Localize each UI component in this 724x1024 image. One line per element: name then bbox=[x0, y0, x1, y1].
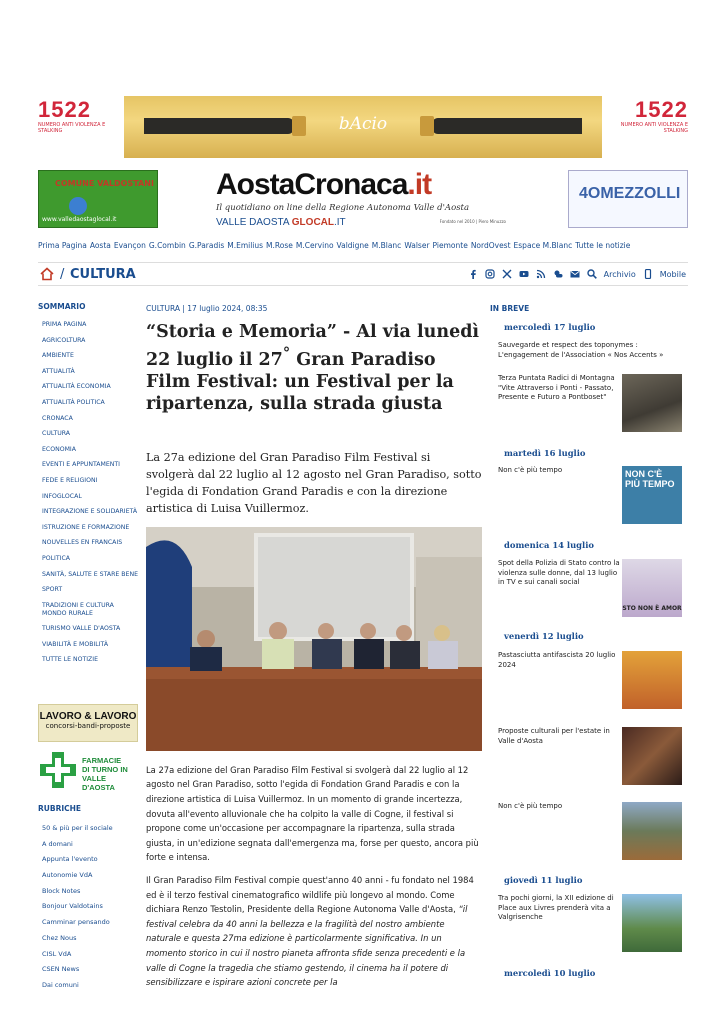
day-heading: mercoledì 10 luglio bbox=[504, 968, 596, 978]
sommario-item[interactable]: EVENTI E APPUNTAMENTI bbox=[42, 461, 120, 469]
in-breve-heading: IN BREVE bbox=[490, 304, 530, 313]
rubriche-item[interactable]: Dai comuni bbox=[42, 980, 79, 989]
sommario-item[interactable]: PRIMA PAGINA bbox=[42, 321, 87, 328]
rubriche-menu bbox=[42, 824, 113, 997]
weather-icon[interactable] bbox=[553, 269, 563, 279]
news-item[interactable]: Spot della Polizia di Stato contro la violenza sulle donne, dal 13 luglio in TV e sui canali social STO NON È AMOR bbox=[498, 559, 682, 588]
news-thumbnail: NON C'È PIÙ TEMPO bbox=[622, 466, 682, 524]
rubriche-item[interactable]: Appunta l'evento bbox=[42, 855, 98, 864]
instagram-icon[interactable] bbox=[485, 269, 495, 279]
rss-icon[interactable] bbox=[536, 269, 546, 279]
mobile-icon[interactable] bbox=[643, 269, 653, 279]
ad-1522-right[interactable]: 1522 NUMERO ANTI VIOLENZA E STALKING bbox=[620, 97, 688, 134]
sommario-item[interactable]: ECONOMIA bbox=[42, 445, 76, 453]
site-logo[interactable]: AostaCronaca.it Il quotidiano on line della Regione Autonoma Valle d'Aosta VALLE DAOSTA GLOCAL.IT Fondato nel 2010 | Piero Minuzzo bbox=[216, 168, 506, 228]
sommario-item[interactable]: INTEGRAZIONE E SOLIDARIETÀ bbox=[42, 508, 138, 516]
topnav-item[interactable]: G.Combin bbox=[148, 241, 186, 250]
news-item[interactable]: Tra pochi giorni, la XII edizione di Place aux Livres prenderà vita a Valgrisenche bbox=[498, 894, 682, 923]
rubriche-item[interactable]: CISL VdA bbox=[42, 949, 72, 958]
sommario-item[interactable]: ISTRUZIONE E FORMAZIONE bbox=[42, 523, 130, 531]
sommario-item[interactable]: AMBIENTE bbox=[42, 352, 74, 360]
sommario-item[interactable]: POLITICA bbox=[42, 554, 71, 562]
farmacie-banner[interactable]: FARMACIE DI TURNO IN VALLE D'AOSTA bbox=[38, 750, 138, 792]
top-navigation bbox=[38, 241, 688, 250]
rubriche-item[interactable]: Bonjour Valdotains bbox=[42, 902, 103, 911]
topnav-item[interactable]: NordOvest bbox=[470, 241, 511, 250]
ad-banner-row bbox=[38, 96, 688, 158]
topnav-item[interactable]: Piemonte bbox=[432, 241, 468, 250]
news-thumbnail bbox=[622, 374, 682, 432]
youtube-icon[interactable] bbox=[519, 269, 529, 279]
section-bar: / CULTURA Archivio Mobile bbox=[38, 262, 688, 286]
day-heading: domenica 14 luglio bbox=[504, 540, 594, 550]
day-heading: venerdì 12 luglio bbox=[504, 631, 584, 641]
rubriche-heading: RUBRICHE bbox=[38, 804, 82, 813]
rubriche-item[interactable]: Block Notes bbox=[42, 886, 81, 895]
article-photo[interactable] bbox=[146, 527, 482, 751]
article bbox=[146, 304, 482, 998]
sommario-item[interactable]: TURISMO VALLE D'AOSTA bbox=[42, 625, 121, 633]
sommario-heading: SOMMARIO bbox=[38, 302, 86, 311]
site-header bbox=[38, 168, 688, 232]
sommario-item[interactable]: SPORT bbox=[42, 586, 63, 594]
search-icon[interactable] bbox=[587, 269, 597, 279]
conference-photo-icon bbox=[146, 527, 482, 751]
rubriche-item[interactable]: Autonomie VdA bbox=[42, 871, 93, 880]
day-heading: mercoledì 17 luglio bbox=[504, 322, 596, 332]
news-thumbnail: STO NON È AMOR bbox=[622, 559, 682, 617]
news-thumbnail bbox=[622, 651, 682, 709]
omezzolli-logo[interactable]: 4OMEZZOLLI bbox=[568, 170, 688, 228]
mail-icon[interactable] bbox=[570, 269, 580, 279]
x-twitter-icon[interactable] bbox=[502, 269, 512, 279]
topnav-item[interactable]: Tutte le notizie bbox=[575, 241, 631, 250]
news-item[interactable]: Sauvegarde et respect des toponymes : L'engagement de l'Association « Nos Accents » bbox=[498, 341, 664, 359]
rubriche-item[interactable]: Chez Nous bbox=[42, 933, 77, 942]
rubriche-item[interactable]: Camminar pensando bbox=[42, 918, 110, 927]
topnav-item[interactable]: Aosta bbox=[89, 241, 111, 250]
rubriche-item[interactable]: A domani bbox=[42, 839, 73, 848]
news-item[interactable]: Non c'è più tempo bbox=[498, 802, 682, 812]
sommario-item[interactable]: CULTURA bbox=[42, 430, 71, 438]
topnav-item[interactable]: G.Paradis bbox=[188, 241, 225, 250]
home-icon[interactable] bbox=[40, 267, 54, 281]
news-item[interactable]: Pastasciutta antifascista 20 luglio 2024 bbox=[498, 651, 682, 670]
sommario-item[interactable]: ATTUALITÀ ECONOMIA bbox=[42, 383, 111, 391]
day-heading: martedì 16 luglio bbox=[504, 448, 586, 458]
day-heading: giovedì 11 luglio bbox=[504, 875, 583, 885]
sommario-item[interactable]: SANITÀ, SALUTE E STARE BENE bbox=[42, 570, 138, 578]
sommario-menu bbox=[38, 321, 138, 664]
ad-brand: bAcio bbox=[338, 114, 388, 134]
topnav-item[interactable]: Espace M.Blanc bbox=[513, 241, 573, 250]
facebook-icon[interactable] bbox=[468, 269, 478, 279]
news-thumbnail bbox=[622, 894, 682, 952]
rubriche-item[interactable]: CSEN News bbox=[42, 965, 80, 974]
globe-icon bbox=[69, 197, 87, 215]
topnav-item[interactable]: Evançon bbox=[113, 241, 146, 250]
section-title[interactable]: CULTURA bbox=[70, 267, 136, 282]
news-item[interactable]: Terza Puntata Radici di Montagna "Vite Attraverso i Ponti - Passato, Presente e Futuro a Pontboset" bbox=[498, 374, 682, 403]
mobile-link[interactable]: Mobile bbox=[659, 269, 686, 279]
topnav-item[interactable]: M.Blanc bbox=[371, 241, 402, 250]
sommario-item[interactable]: ATTUALITÀ POLITICA bbox=[42, 398, 105, 406]
article-meta: CULTURA | 17 luglio 2024, 08:35 bbox=[146, 304, 268, 313]
topnav-item[interactable]: M.Rose bbox=[266, 241, 293, 250]
article-body: La 27a edizione del Gran Paradiso Film Festival si svolgerà dal 22 luglio al 12 agosto nel Gran Paradiso, sotto l'egida di Fondation Grand Paradis e con la direzione artistica di Luisa Vuillermoz. In un momento di grande incertezza, dovuta all'evento alluvionale che ha colpito la valle di Cogne, il festival si propone come un'occasione per accompagnare la ripartenza, sulla strada giusta, in un'edizione segnata dall'emergenza ma, forse per questo, ancora più forte e intensa. Il Gran Paradiso Film Festival compie quest'anno 40 anni - fu fondato nel 1984 ed è il terzo festival cinematografico wildlife più longevo al mondo. Come dichiara Renzo Testolin, Presidente della Regione Autonoma Valle d'Aosta, “il festival celebra da 40 anni la bellezza e la fragilità del nostro ambiente naturale e questa 27ma edizione è particolarmente significativa. In un momento storico in cui il nostro pianeta affronta sfide senza precedenti e la valle di Cogne la tragedia che stiamo gestendo, il cinema ha il potere di sensibilizzare e ispirare azioni concrete per la bbox=[146, 764, 479, 988]
article-lead: La 27a edizione del Gran Paradiso Film Festival si svolgerà dal 22 luglio al 12 agosto nel Gran Paradiso, sotto l'egida di Fondation Grand Paradis e con la direzione artistica di Luisa Vuillermoz. bbox=[146, 450, 482, 515]
sommario-item[interactable]: VIABILITÀ E MOBILITÀ bbox=[42, 640, 109, 648]
left-sidebar bbox=[38, 302, 138, 989]
site-tagline: Il quotidiano on line della Regione Autonoma Valle d'Aosta bbox=[216, 203, 470, 213]
pharmacy-cross-icon bbox=[38, 750, 78, 790]
article-title: “Storia e Memoria” - Al via lunedì 22 luglio il 27° Gran Paradiso Film Festival: un Festival per la ripartenza, sulla strada giusta bbox=[146, 322, 480, 414]
lavoro-banner[interactable]: LAVORO & LAVORO concorsi-bandi-proposte bbox=[38, 704, 138, 742]
news-thumbnail bbox=[622, 802, 682, 860]
ad-bacio-banner[interactable] bbox=[124, 96, 602, 158]
sommario-item[interactable]: ATTUALITÀ bbox=[42, 367, 75, 375]
archive-link[interactable]: Archivio bbox=[603, 269, 636, 279]
news-item[interactable]: Non c'è più tempo NON C'È PIÙ TEMPO bbox=[498, 466, 682, 476]
topnav-item[interactable]: M.Emilius bbox=[227, 241, 264, 250]
sommario-item[interactable]: NOUVELLES EN FRANCAIS bbox=[42, 539, 123, 547]
sommario-item[interactable]: TRADIZIONI E CULTURA MONDO RURALE bbox=[42, 601, 114, 617]
topnav-item[interactable]: Valdigne bbox=[336, 241, 369, 250]
rubriche-item[interactable]: 50 & più per il sociale bbox=[42, 824, 113, 832]
in-breve-sidebar bbox=[490, 304, 690, 978]
news-thumbnail bbox=[622, 727, 682, 785]
sommario-item[interactable]: AGRICOLTURA bbox=[42, 336, 86, 344]
sommario-item[interactable]: TUTTE LE NOTIZIE bbox=[42, 656, 99, 664]
news-item[interactable]: Proposte culturali per l'estate in Valle d'Aosta bbox=[498, 727, 682, 746]
topnav-item[interactable]: Walser bbox=[404, 241, 430, 250]
ad-1522-left[interactable]: 1522 NUMERO ANTI VIOLENZA E STALKING bbox=[38, 97, 106, 134]
comune-logo[interactable]: COMUNE VALDOSTANI www.valledaostaglocal.it bbox=[38, 170, 158, 228]
sommario-item[interactable]: INFOGLOCAL bbox=[42, 492, 82, 500]
sommario-item[interactable]: FEDE E RELIGIONI bbox=[42, 476, 98, 484]
social-icons bbox=[468, 269, 686, 279]
sommario-item[interactable]: CRONACA bbox=[42, 414, 73, 422]
topnav-item[interactable]: Prima Pagina bbox=[38, 241, 87, 250]
topnav-item[interactable]: M.Cervino bbox=[295, 241, 334, 250]
